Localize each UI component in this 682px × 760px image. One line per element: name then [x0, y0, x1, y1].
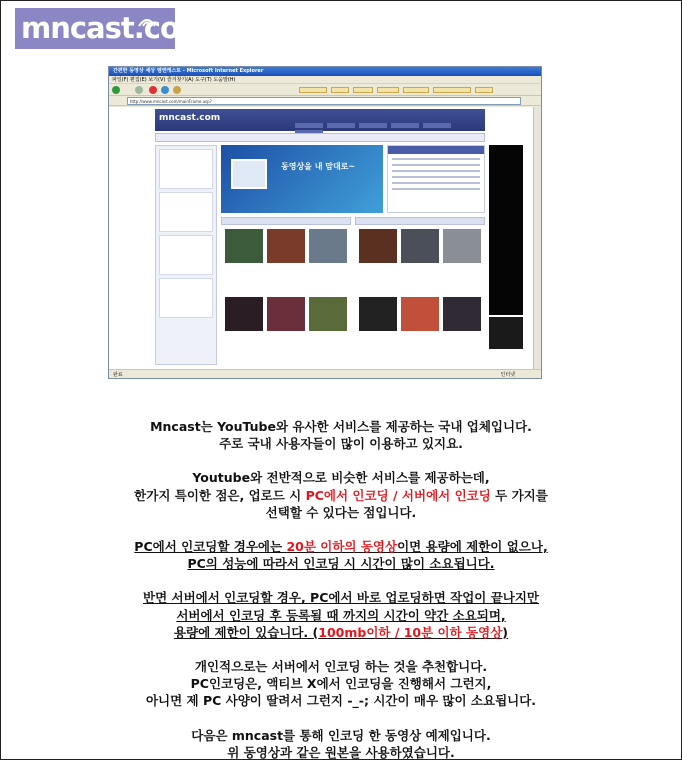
- broadcast-waves-icon: [133, 10, 161, 28]
- video-thumbnail: [359, 297, 397, 331]
- browser-title-bar: 간편한 동영상 세상 엠엔캐스트 - Microsoft Internet Explorer: [109, 67, 541, 76]
- video-thumbnail: [359, 229, 397, 263]
- site-right-ad: [489, 137, 523, 377]
- bookmark-folder: [331, 87, 349, 93]
- site-search-bar: [155, 133, 485, 142]
- logo-text: mncast.com: [21, 11, 209, 45]
- paragraph: 개인적으로는 서버에서 인코딩 하는 것을 추천합니다. PC인코딩은, 액티브 X에서 인코딩을 진행해서 그런지, 아니면 제 PC 사양이 딸려서 그런지 -_-; 시간이 매우 많이 소요됩니다.: [145, 659, 537, 709]
- browser-scrollbar: [533, 107, 541, 369]
- bookmark-folder: [475, 87, 493, 93]
- browser-status-bar: [109, 369, 541, 378]
- site-news-box: [387, 145, 485, 213]
- highlight-text: 20분 이하의 동영상: [286, 539, 398, 555]
- video-thumbnail: [267, 297, 305, 331]
- embedded-browser-screenshot: [108, 66, 542, 379]
- banner-text: 동영상을 내 맘대로~: [281, 162, 356, 171]
- paragraph: 다음은 mncast를 통해 인코딩 한 동영상 예제입니다. 위 동영상과 같은 원본을 사용하였습니다.: [191, 727, 491, 760]
- status-text: 완료: [113, 372, 123, 378]
- article-text: [20, 418, 662, 760]
- site-banner: [221, 145, 383, 213]
- video-thumbnail: [401, 229, 439, 263]
- bookmark-folder: [377, 87, 399, 93]
- paragraph: Mncast는 YouTube와 유사한 서비스를 제공하는 국내 업체입니다. 주로 국내 사용자들이 많이 이용하고 있지요.: [150, 419, 532, 452]
- browser-toolbar: [109, 84, 541, 96]
- video-thumbnail: [225, 297, 263, 331]
- refresh-icon: [161, 86, 169, 94]
- highlight-text: 100mb이하 / 10분 이하 동영상: [318, 624, 503, 640]
- forward-icon: [135, 86, 143, 94]
- video-thumbnail: [225, 229, 263, 263]
- site-nav: [295, 123, 479, 129]
- video-thumbnail: [443, 229, 481, 263]
- site-left-panel: [155, 145, 217, 365]
- site-logo: mncast.com: [159, 113, 221, 123]
- address-field: http://www.mncast.com/mainFrame.asp?: [127, 97, 521, 105]
- video-thumbnail: [309, 229, 347, 263]
- paragraph: 반면 서버에서 인코딩할 경우, PC에서 바로 업로딩하면 작업이 끝나지만 서버에서 인코딩 후 등록될 때 까지의 시간이 약간 소요되며, 용량에 제한이 있습니다. (100mb이하 / 10분 이하 동영상): [143, 590, 539, 640]
- address-bar: [109, 96, 541, 106]
- tv-icon: [231, 159, 267, 189]
- site-section-header: [221, 217, 351, 225]
- bookmark-folder: [403, 87, 429, 93]
- mncast-logo[interactable]: [15, 8, 209, 49]
- bookmark-folder: [353, 87, 373, 93]
- browser-viewport: [109, 107, 541, 369]
- site-header: [155, 109, 485, 131]
- site-section-header: [355, 217, 485, 225]
- home-icon: [173, 86, 181, 94]
- browser-menu-bar: 파일(F) 편집(E) 보기(V) 즐겨찾기(A) 도구(T) 도움말(H): [109, 76, 541, 84]
- bookmark-folder: [433, 87, 471, 93]
- paragraph: Youtube와 전반적으로 비슷한 서비스를 제공하는데, 한가지 특이한 점은, 업로드 시 PC에서 인코딩 / 서버에서 인코딩 두 가지를 선택할 수 있다는 점입니다.: [134, 470, 548, 520]
- back-icon: [112, 86, 120, 94]
- bookmark-folder: [299, 87, 327, 93]
- video-thumbnail: [309, 297, 347, 331]
- status-zone: 인터넷: [500, 372, 515, 378]
- stop-icon: [149, 86, 157, 94]
- video-thumbnail: [401, 297, 439, 331]
- highlight-text: PC에서 인코딩 / 서버에서 인코딩: [305, 487, 491, 503]
- video-thumbnail: [267, 229, 305, 263]
- video-thumbnail: [443, 297, 481, 331]
- paragraph: PC에서 인코딩할 경우에는 20분 이하의 동영상이면 용량에 제한이 없으나, PC의 성능에 따라서 인코딩 시 시간이 많이 소요됩니다.: [134, 539, 548, 572]
